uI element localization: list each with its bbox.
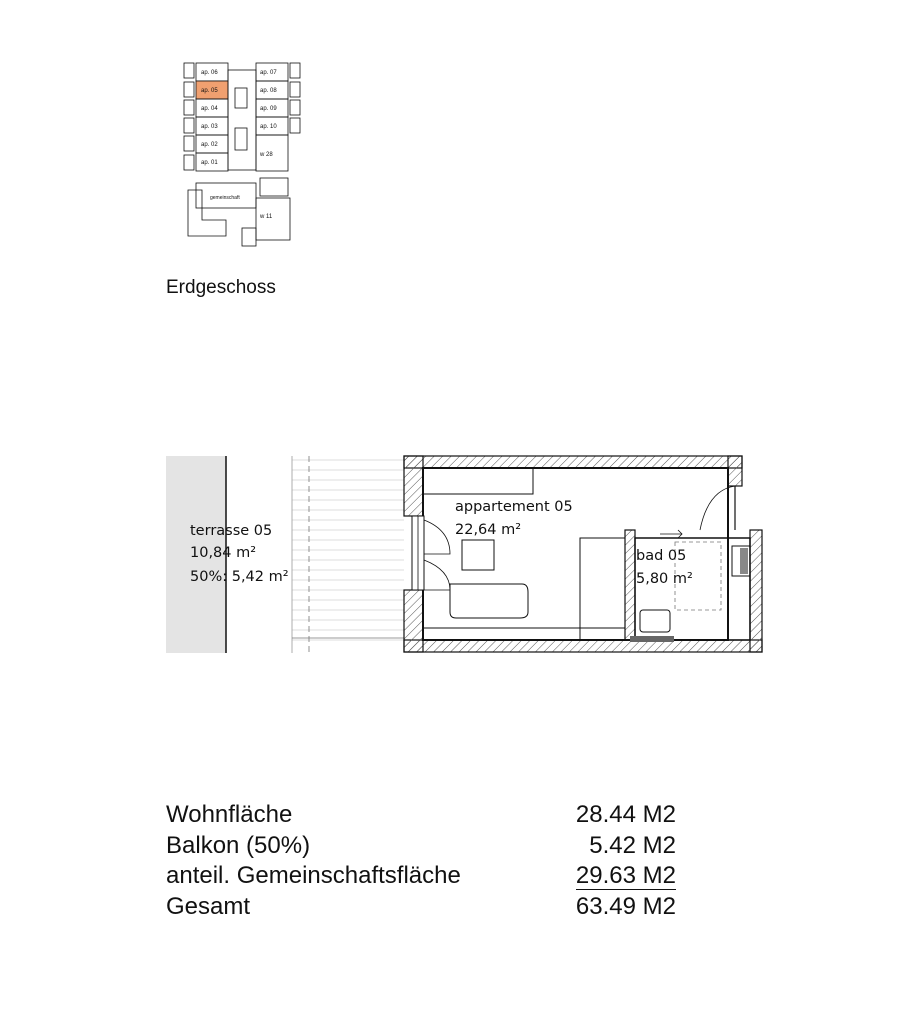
area-row [166,892,676,923]
area-value: 5.42 M2 [589,831,676,859]
bath-name: bad 05 [636,548,687,564]
keyplan-label: w 11 [260,214,273,220]
area-value: 29.63 M2 [575,862,676,889]
area-row [166,831,676,862]
area-summary [166,800,676,922]
keyplan-label: ap. 04 [201,106,218,112]
keyplan-label: ap. 05 [201,88,218,94]
area-label: Gesamt [166,892,251,920]
apartment-name: appartement 05 [455,499,573,515]
walls [404,456,762,652]
keyplan-label: ap. 10 [260,124,277,130]
area-label: Balkon (50%) [166,831,311,859]
floor-label: Erdgeschoss [166,277,276,298]
keyplan-label: gemeinschaft [210,195,240,201]
keyplan-label: ap. 09 [260,106,277,112]
keyplan-label: ap. 01 [201,160,218,166]
area-row [166,861,676,892]
floor-plan [160,450,770,660]
area-row [166,800,676,831]
keyplan-label: ap. 03 [201,124,218,130]
keyplan-label: w 28 [260,152,273,158]
area-value: 28.44 M2 [575,801,676,828]
area-label: Wohnfläche [166,801,293,828]
key-plan [180,58,306,248]
terrace-share: 50%: 5,42 m² [190,569,289,585]
bath-area: 5,80 m² [636,571,693,587]
keyplan-label: ap. 07 [260,70,277,76]
keyplan-label: ap. 02 [201,142,218,148]
keyplan-label: ap. 06 [201,70,218,76]
area-label: anteil. Gemeinschaftsfläche [166,862,461,889]
keyplan-label: ap. 08 [260,88,277,94]
terrace-area: 10,84 m² [190,545,257,561]
apartment-area: 22,64 m² [455,522,522,538]
terrace-name: terrasse 05 [190,523,273,539]
area-value: 63.49 M2 [575,892,676,920]
